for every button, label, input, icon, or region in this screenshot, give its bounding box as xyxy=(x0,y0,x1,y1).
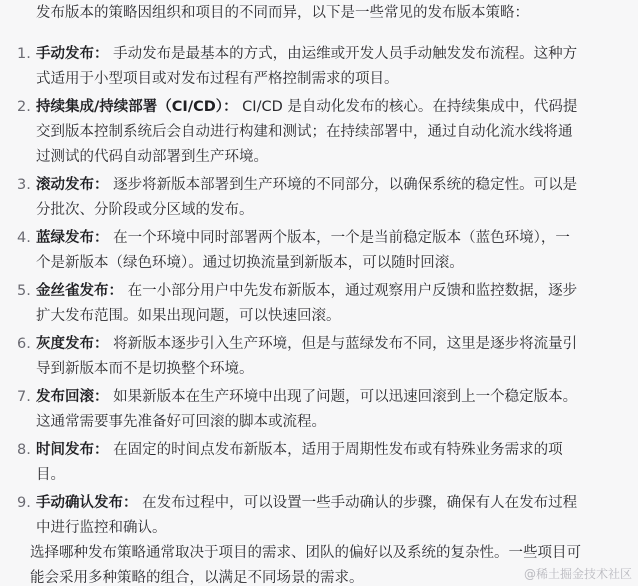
strategy-list xyxy=(0,42,638,544)
list-term: 手动确认发布 xyxy=(36,495,123,511)
term-separator: ： xyxy=(94,46,109,62)
list-item xyxy=(0,385,638,435)
list-number: 6. xyxy=(17,336,31,352)
list-item-text xyxy=(36,42,584,92)
list-number: 7. xyxy=(17,389,31,405)
term-separator: ： xyxy=(94,442,109,458)
list-term: 金丝雀发布 xyxy=(36,283,109,299)
list-term: 滚动发布 xyxy=(36,177,94,193)
list-description: CI/CD 是自动化发布的核心。在持续集成中，代码提交到版本控制系统后会自动进行构建和测试；在持续部署中，通过自动化流水线将通过测试的代码自动部署到生产环境。 xyxy=(36,99,578,165)
list-item xyxy=(0,95,638,170)
list-item-text xyxy=(36,95,584,170)
list-description: 在发布过程中，可以设置一些手动确认的步骤，确保有人在发布过程中进行监控和确认。 xyxy=(36,495,578,536)
list-description: 逐步将新版本部署到生产环境的不同部分，以确保系统的稳定性。可以是分批次、分阶段或分区域的发布。 xyxy=(36,177,578,218)
list-item-text xyxy=(36,491,584,541)
list-item xyxy=(0,279,638,329)
term-separator: ： xyxy=(94,389,109,405)
term-separator: ： xyxy=(94,230,109,246)
list-item xyxy=(0,332,638,382)
list-item-text xyxy=(36,279,584,329)
list-number: 5. xyxy=(17,283,31,299)
term-separator: ： xyxy=(94,336,109,352)
watermark: @稀土掘金技术社区 xyxy=(523,567,632,581)
list-number: 2. xyxy=(17,99,31,115)
list-description: 在一小部分用户中先发布新版本，通过观察用户反馈和监控数据，逐步扩大发布范围。如果出现问题，可以快速回滚。 xyxy=(36,283,578,324)
list-item-text xyxy=(36,438,584,488)
list-term: 时间发布 xyxy=(36,442,94,458)
list-item xyxy=(0,42,638,92)
list-number: 8. xyxy=(17,442,31,458)
term-separator: ： xyxy=(94,177,109,193)
list-description: 如果新版本在生产环境中出现了问题，可以迅速回滚到上一个稳定版本。这通常需要事先准备好可回滚的脚本或流程。 xyxy=(36,389,578,430)
term-separator: ： xyxy=(223,99,238,115)
list-item xyxy=(0,491,638,541)
list-term: 发布回滚 xyxy=(36,389,94,405)
intro-paragraph: 发布版本的策略因组织和项目的不同而异，以下是一些常见的发布版本策略： xyxy=(36,5,529,21)
list-number: 4. xyxy=(17,230,31,246)
term-separator: ： xyxy=(123,495,138,511)
list-item-text xyxy=(36,173,584,223)
list-description: 在固定的时间点发布新版本，适用于周期性发布或有特殊业务需求的项目。 xyxy=(36,442,563,483)
list-description: 手动发布是最基本的方式，由运维或开发人员手动触发发布流程。这种方式适用于小型项目或对发布过程有严格控制需求的项目。 xyxy=(36,46,578,87)
list-item xyxy=(0,438,638,488)
list-description: 在一个环境中同时部署两个版本，一个是当前稳定版本（蓝色环境），一个是新版本（绿色环境）。通过切换流量到新版本，可以随时回滚。 xyxy=(36,230,570,271)
list-term: 持续集成/持续部署（CI/CD） xyxy=(36,99,224,115)
list-item-text xyxy=(36,226,584,276)
list-number: 3. xyxy=(17,177,31,193)
list-term: 灰度发布 xyxy=(36,336,94,352)
list-term: 手动发布 xyxy=(36,46,94,62)
list-item-text xyxy=(36,385,584,435)
list-number: 9. xyxy=(17,495,31,511)
list-item xyxy=(0,173,638,223)
conclusion-paragraph: 选择哪种发布策略通常取决于项目的需求、团队的偏好以及系统的复杂性。一些项目可能会采用多种策略的组合，以满足不同场景的需求。 xyxy=(30,545,581,586)
list-number: 1. xyxy=(17,46,31,62)
list-item-text xyxy=(36,332,584,382)
term-separator: ： xyxy=(108,283,123,299)
list-item xyxy=(0,226,638,276)
list-description: 将新版本逐步引入生产环境，但是与蓝绿发布不同，这里是逐步将流量引导到新版本而不是切换整个环境。 xyxy=(36,336,578,377)
list-term: 蓝绿发布 xyxy=(36,230,94,246)
